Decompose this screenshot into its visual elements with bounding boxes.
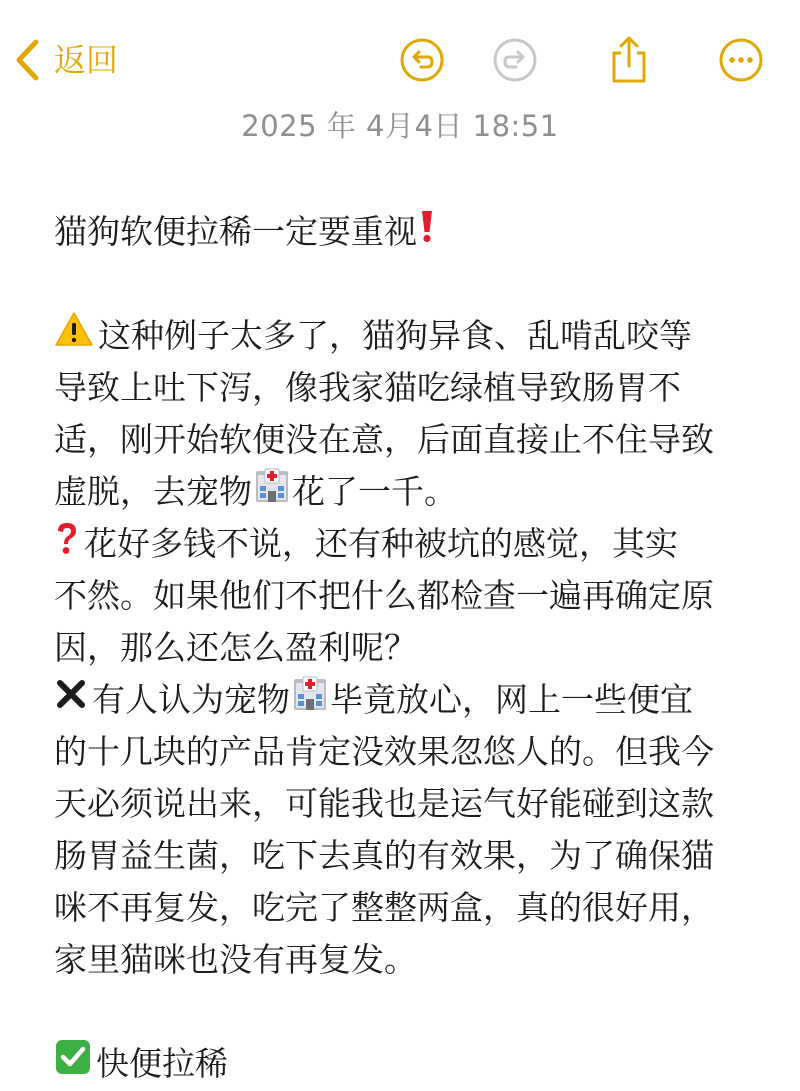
- note-title-line: [54, 206, 754, 258]
- back-button[interactable]: [14, 34, 118, 86]
- cross-mark-icon: [54, 674, 88, 726]
- note-line: 适，刚开始软便没在意，后面直接止不住导致: [54, 420, 714, 459]
- note-line: 不然。如果他们不把什么都检查一遍再确定原: [54, 576, 714, 615]
- note-timestamp: 2025 年 4月4日 18:51: [241, 109, 559, 143]
- note-line: 家里猫咪也没有再复发。: [54, 940, 417, 979]
- back-label: 返回: [54, 41, 119, 79]
- blank-line: [54, 258, 754, 310]
- share-button[interactable]: [605, 36, 653, 84]
- note-body[interactable]: [54, 206, 754, 1090]
- note-line: 虚脱，去宠物 花了一千。: [54, 466, 754, 518]
- note-line: 天必须说出来，可能我也是运气好能碰到这款: [54, 784, 714, 823]
- note-line: 花好多钱不说，还有种被坑的感觉，其实: [54, 518, 754, 570]
- redo-icon: [492, 37, 538, 83]
- note-title: 猫狗软便拉稀一定要重视: [54, 212, 417, 251]
- more-icon: [718, 37, 764, 83]
- undo-icon: [399, 37, 445, 83]
- undo-button[interactable]: [398, 36, 446, 84]
- hospital-icon: [292, 674, 328, 726]
- blank-line: [54, 986, 754, 1038]
- hospital-icon: [254, 466, 290, 518]
- note-line: 导致上吐下泻，像我家猫吃绿植导致肠胃不: [54, 368, 681, 407]
- note-line: 咪不再复发，吃完了整整两盒，真的很好用，: [54, 888, 714, 927]
- red-question-icon: [54, 518, 80, 570]
- more-button[interactable]: [717, 36, 765, 84]
- warning-icon: [54, 310, 94, 362]
- red-exclamation-icon: [419, 206, 435, 258]
- note-line: 的十几块的产品肯定没效果忽悠人的。但我今: [54, 732, 714, 771]
- note-line: 肠胃益生菌，吃下去真的有效果，为了确保猫: [54, 836, 714, 875]
- chevron-left-icon: [14, 39, 40, 81]
- green-check-icon: [54, 1038, 92, 1091]
- top-toolbar: [0, 0, 800, 120]
- note-line: 因，那么还怎么盈利呢？: [54, 628, 417, 667]
- note-line: 有人认为宠物 毕竟放心，网上一些便宜: [54, 674, 754, 726]
- note-line-partial: 快便拉稀: [54, 1038, 754, 1090]
- share-icon: [607, 35, 651, 85]
- redo-button[interactable]: [491, 36, 539, 84]
- note-line: 这种例子太多了，猫狗异食、乱啃乱咬等: [54, 310, 754, 362]
